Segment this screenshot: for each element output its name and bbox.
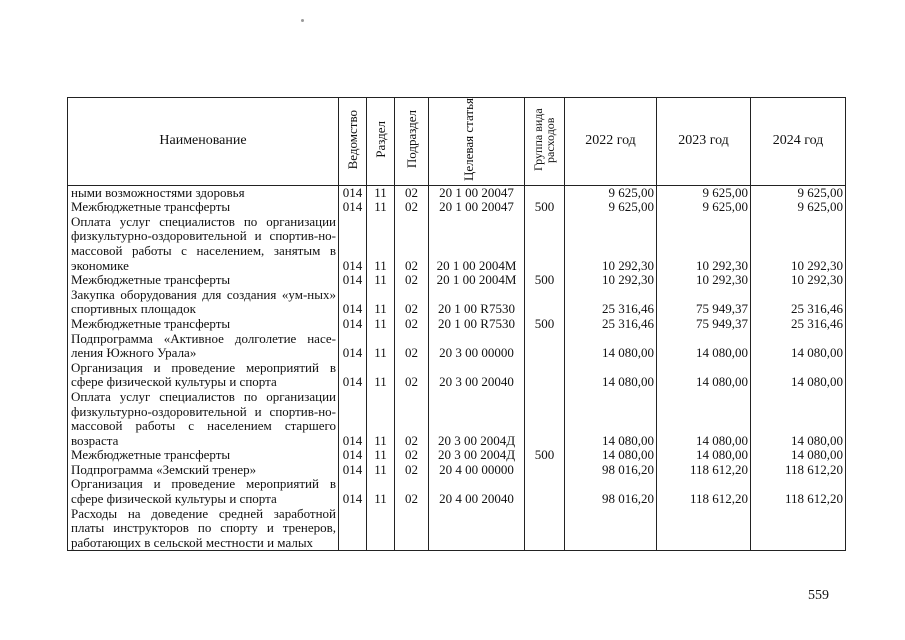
row-razdel: 11 (367, 448, 395, 463)
row-gruppa: 500 (525, 317, 565, 332)
header-2023: 2023 год (657, 98, 751, 186)
row-razdel: 11 (367, 317, 395, 332)
row-name: Закупка оборудования для создания «ум-ных» спортивных площадок (68, 288, 339, 317)
row-name: Организация и проведение мероприятий в сфере физической культуры и спорта (68, 477, 339, 506)
row-vedomstvo (339, 507, 367, 551)
row-value-2023: 14 080,00 (657, 448, 751, 463)
header-vedomstvo-label: Ведомство (345, 109, 360, 170)
table-row (68, 390, 846, 448)
row-gruppa (525, 215, 565, 273)
row-vedomstvo: 014 (339, 317, 367, 332)
table-row (68, 317, 846, 332)
row-value-2024: 14 080,00 (751, 390, 846, 448)
row-value-2023: 14 080,00 (657, 361, 751, 390)
row-name: Межбюджетные трансферты (68, 448, 339, 463)
row-gruppa: 500 (525, 448, 565, 463)
row-value-2024: 14 080,00 (751, 361, 846, 390)
header-vedomstvo (339, 98, 367, 186)
table-header (68, 98, 846, 186)
row-value-2024: 14 080,00 (751, 332, 846, 361)
row-podrazdel: 02 (395, 361, 429, 390)
row-gruppa (525, 390, 565, 448)
row-vedomstvo: 014 (339, 273, 367, 288)
row-value-2023: 75 949,37 (657, 288, 751, 317)
row-celevaya: 20 4 00 20040 (429, 477, 525, 506)
row-value-2022: 14 080,00 (565, 332, 657, 361)
budget-table (67, 97, 846, 551)
row-name: Оплата услуг специалистов по организации физкультурно-оздоровительной и спортив-но-массовой работы с населением старшего возраста (68, 390, 339, 448)
header-celevaya (429, 98, 525, 186)
row-gruppa (525, 463, 565, 478)
row-name: Подпрограмма «Земский тренер» (68, 463, 339, 478)
row-value-2023: 75 949,37 (657, 317, 751, 332)
row-vedomstvo: 014 (339, 288, 367, 317)
row-vedomstvo: 014 (339, 448, 367, 463)
row-gruppa: 500 (525, 273, 565, 288)
table-row (68, 448, 846, 463)
row-value-2024: 10 292,30 (751, 215, 846, 273)
row-name: ными возможностями здоровья (68, 185, 339, 200)
header-gruppa-label: Группа вида расходов (530, 108, 557, 171)
row-podrazdel: 02 (395, 288, 429, 317)
row-razdel: 11 (367, 332, 395, 361)
table-body (68, 185, 846, 551)
row-name: Межбюджетные трансферты (68, 317, 339, 332)
row-podrazdel: 02 (395, 477, 429, 506)
row-podrazdel: 02 (395, 463, 429, 478)
row-value-2022: 10 292,30 (565, 215, 657, 273)
header-celevaya-label: Целевая статья (460, 97, 476, 181)
row-name: Организация и проведение мероприятий в сфере физической культуры и спорта (68, 361, 339, 390)
table-row (68, 361, 846, 390)
row-razdel: 11 (367, 185, 395, 200)
row-value-2023: 9 625,00 (657, 200, 751, 215)
row-value-2022: 9 625,00 (565, 200, 657, 215)
row-razdel: 11 (367, 288, 395, 317)
row-value-2024: 9 625,00 (751, 200, 846, 215)
row-celevaya: 20 1 00 2004М (429, 273, 525, 288)
header-podrazdel (395, 98, 429, 186)
table-row (68, 463, 846, 478)
row-razdel: 11 (367, 477, 395, 506)
row-value-2022: 14 080,00 (565, 361, 657, 390)
row-value-2024: 14 080,00 (751, 448, 846, 463)
row-celevaya: 20 3 00 2004Д (429, 390, 525, 448)
row-razdel: 11 (367, 273, 395, 288)
row-name: Подпрограмма «Активное долголетие насе-ления Южного Урала» (68, 332, 339, 361)
page-number: 559 (808, 588, 829, 603)
table-row (68, 507, 846, 551)
row-podrazdel: 02 (395, 317, 429, 332)
row-value-2023: 118 612,20 (657, 477, 751, 506)
row-value-2022: 14 080,00 (565, 448, 657, 463)
row-celevaya: 20 1 00 2004М (429, 215, 525, 273)
row-celevaya: 20 3 00 2004Д (429, 448, 525, 463)
row-vedomstvo: 014 (339, 463, 367, 478)
row-podrazdel: 02 (395, 448, 429, 463)
row-vedomstvo: 014 (339, 215, 367, 273)
row-name: Расходы на доведение средней заработной платы инструкторов по спорту и тренеров, работающих в сельской местности и малых (68, 507, 339, 551)
row-value-2023: 14 080,00 (657, 390, 751, 448)
header-razdel-label: Раздел (373, 121, 388, 158)
row-value-2024: 10 292,30 (751, 273, 846, 288)
row-value-2022: 25 316,46 (565, 317, 657, 332)
row-value-2024: 9 625,00 (751, 185, 846, 200)
row-celevaya: 20 3 00 00000 (429, 332, 525, 361)
row-gruppa (525, 507, 565, 551)
scan-speck (301, 19, 304, 22)
row-celevaya: 20 1 00 R7530 (429, 288, 525, 317)
row-vedomstvo: 014 (339, 185, 367, 200)
row-podrazdel: 02 (395, 215, 429, 273)
row-gruppa (525, 288, 565, 317)
row-value-2023: 10 292,30 (657, 273, 751, 288)
header-2022: 2022 год (565, 98, 657, 186)
table-row (68, 288, 846, 317)
row-name: Межбюджетные трансферты (68, 273, 339, 288)
row-celevaya (429, 507, 525, 551)
row-gruppa (525, 361, 565, 390)
row-gruppa: 500 (525, 200, 565, 215)
row-gruppa (525, 477, 565, 506)
row-vedomstvo: 014 (339, 361, 367, 390)
row-podrazdel: 02 (395, 185, 429, 200)
row-podrazdel: 02 (395, 332, 429, 361)
row-celevaya: 20 4 00 00000 (429, 463, 525, 478)
row-celevaya: 20 1 00 R7530 (429, 317, 525, 332)
header-podrazdel-label: Подраздел (404, 110, 419, 169)
row-value-2023: 14 080,00 (657, 332, 751, 361)
row-razdel (367, 507, 395, 551)
row-value-2023: 10 292,30 (657, 215, 751, 273)
row-podrazdel: 02 (395, 390, 429, 448)
row-podrazdel (395, 507, 429, 551)
row-razdel: 11 (367, 200, 395, 215)
row-value-2023 (657, 507, 751, 551)
table-row (68, 215, 846, 273)
row-razdel: 11 (367, 215, 395, 273)
row-value-2022: 9 625,00 (565, 185, 657, 200)
row-value-2022: 25 316,46 (565, 288, 657, 317)
row-value-2024: 25 316,46 (751, 288, 846, 317)
row-vedomstvo: 014 (339, 332, 367, 361)
row-value-2024: 118 612,20 (751, 463, 846, 478)
header-razdel (367, 98, 395, 186)
header-2024: 2024 год (751, 98, 846, 186)
row-podrazdel: 02 (395, 200, 429, 215)
row-celevaya: 20 1 00 20047 (429, 200, 525, 215)
row-podrazdel: 02 (395, 273, 429, 288)
header-name: Наименование (68, 98, 339, 186)
row-razdel: 11 (367, 390, 395, 448)
row-gruppa (525, 332, 565, 361)
row-celevaya: 20 1 00 20047 (429, 185, 525, 200)
header-gruppa (525, 98, 565, 186)
table-row (68, 273, 846, 288)
table-row (68, 332, 846, 361)
row-value-2022: 98 016,20 (565, 477, 657, 506)
row-celevaya: 20 3 00 20040 (429, 361, 525, 390)
table-row (68, 185, 846, 200)
row-name: Межбюджетные трансферты (68, 200, 339, 215)
row-value-2023: 9 625,00 (657, 185, 751, 200)
row-value-2022 (565, 507, 657, 551)
row-name: Оплата услуг специалистов по организации физкультурно-оздоровительной и спортив-но-массовой работы с населением, занятым в экономике (68, 215, 339, 273)
row-razdel: 11 (367, 361, 395, 390)
row-value-2024: 118 612,20 (751, 477, 846, 506)
row-value-2022: 14 080,00 (565, 390, 657, 448)
row-vedomstvo: 014 (339, 200, 367, 215)
row-value-2023: 118 612,20 (657, 463, 751, 478)
row-value-2022: 98 016,20 (565, 463, 657, 478)
row-razdel: 11 (367, 463, 395, 478)
table-row (68, 200, 846, 215)
row-vedomstvo: 014 (339, 477, 367, 506)
row-gruppa (525, 185, 565, 200)
row-value-2022: 10 292,30 (565, 273, 657, 288)
row-vedomstvo: 014 (339, 390, 367, 448)
table-row (68, 477, 846, 506)
row-value-2024: 25 316,46 (751, 317, 846, 332)
row-value-2024 (751, 507, 846, 551)
